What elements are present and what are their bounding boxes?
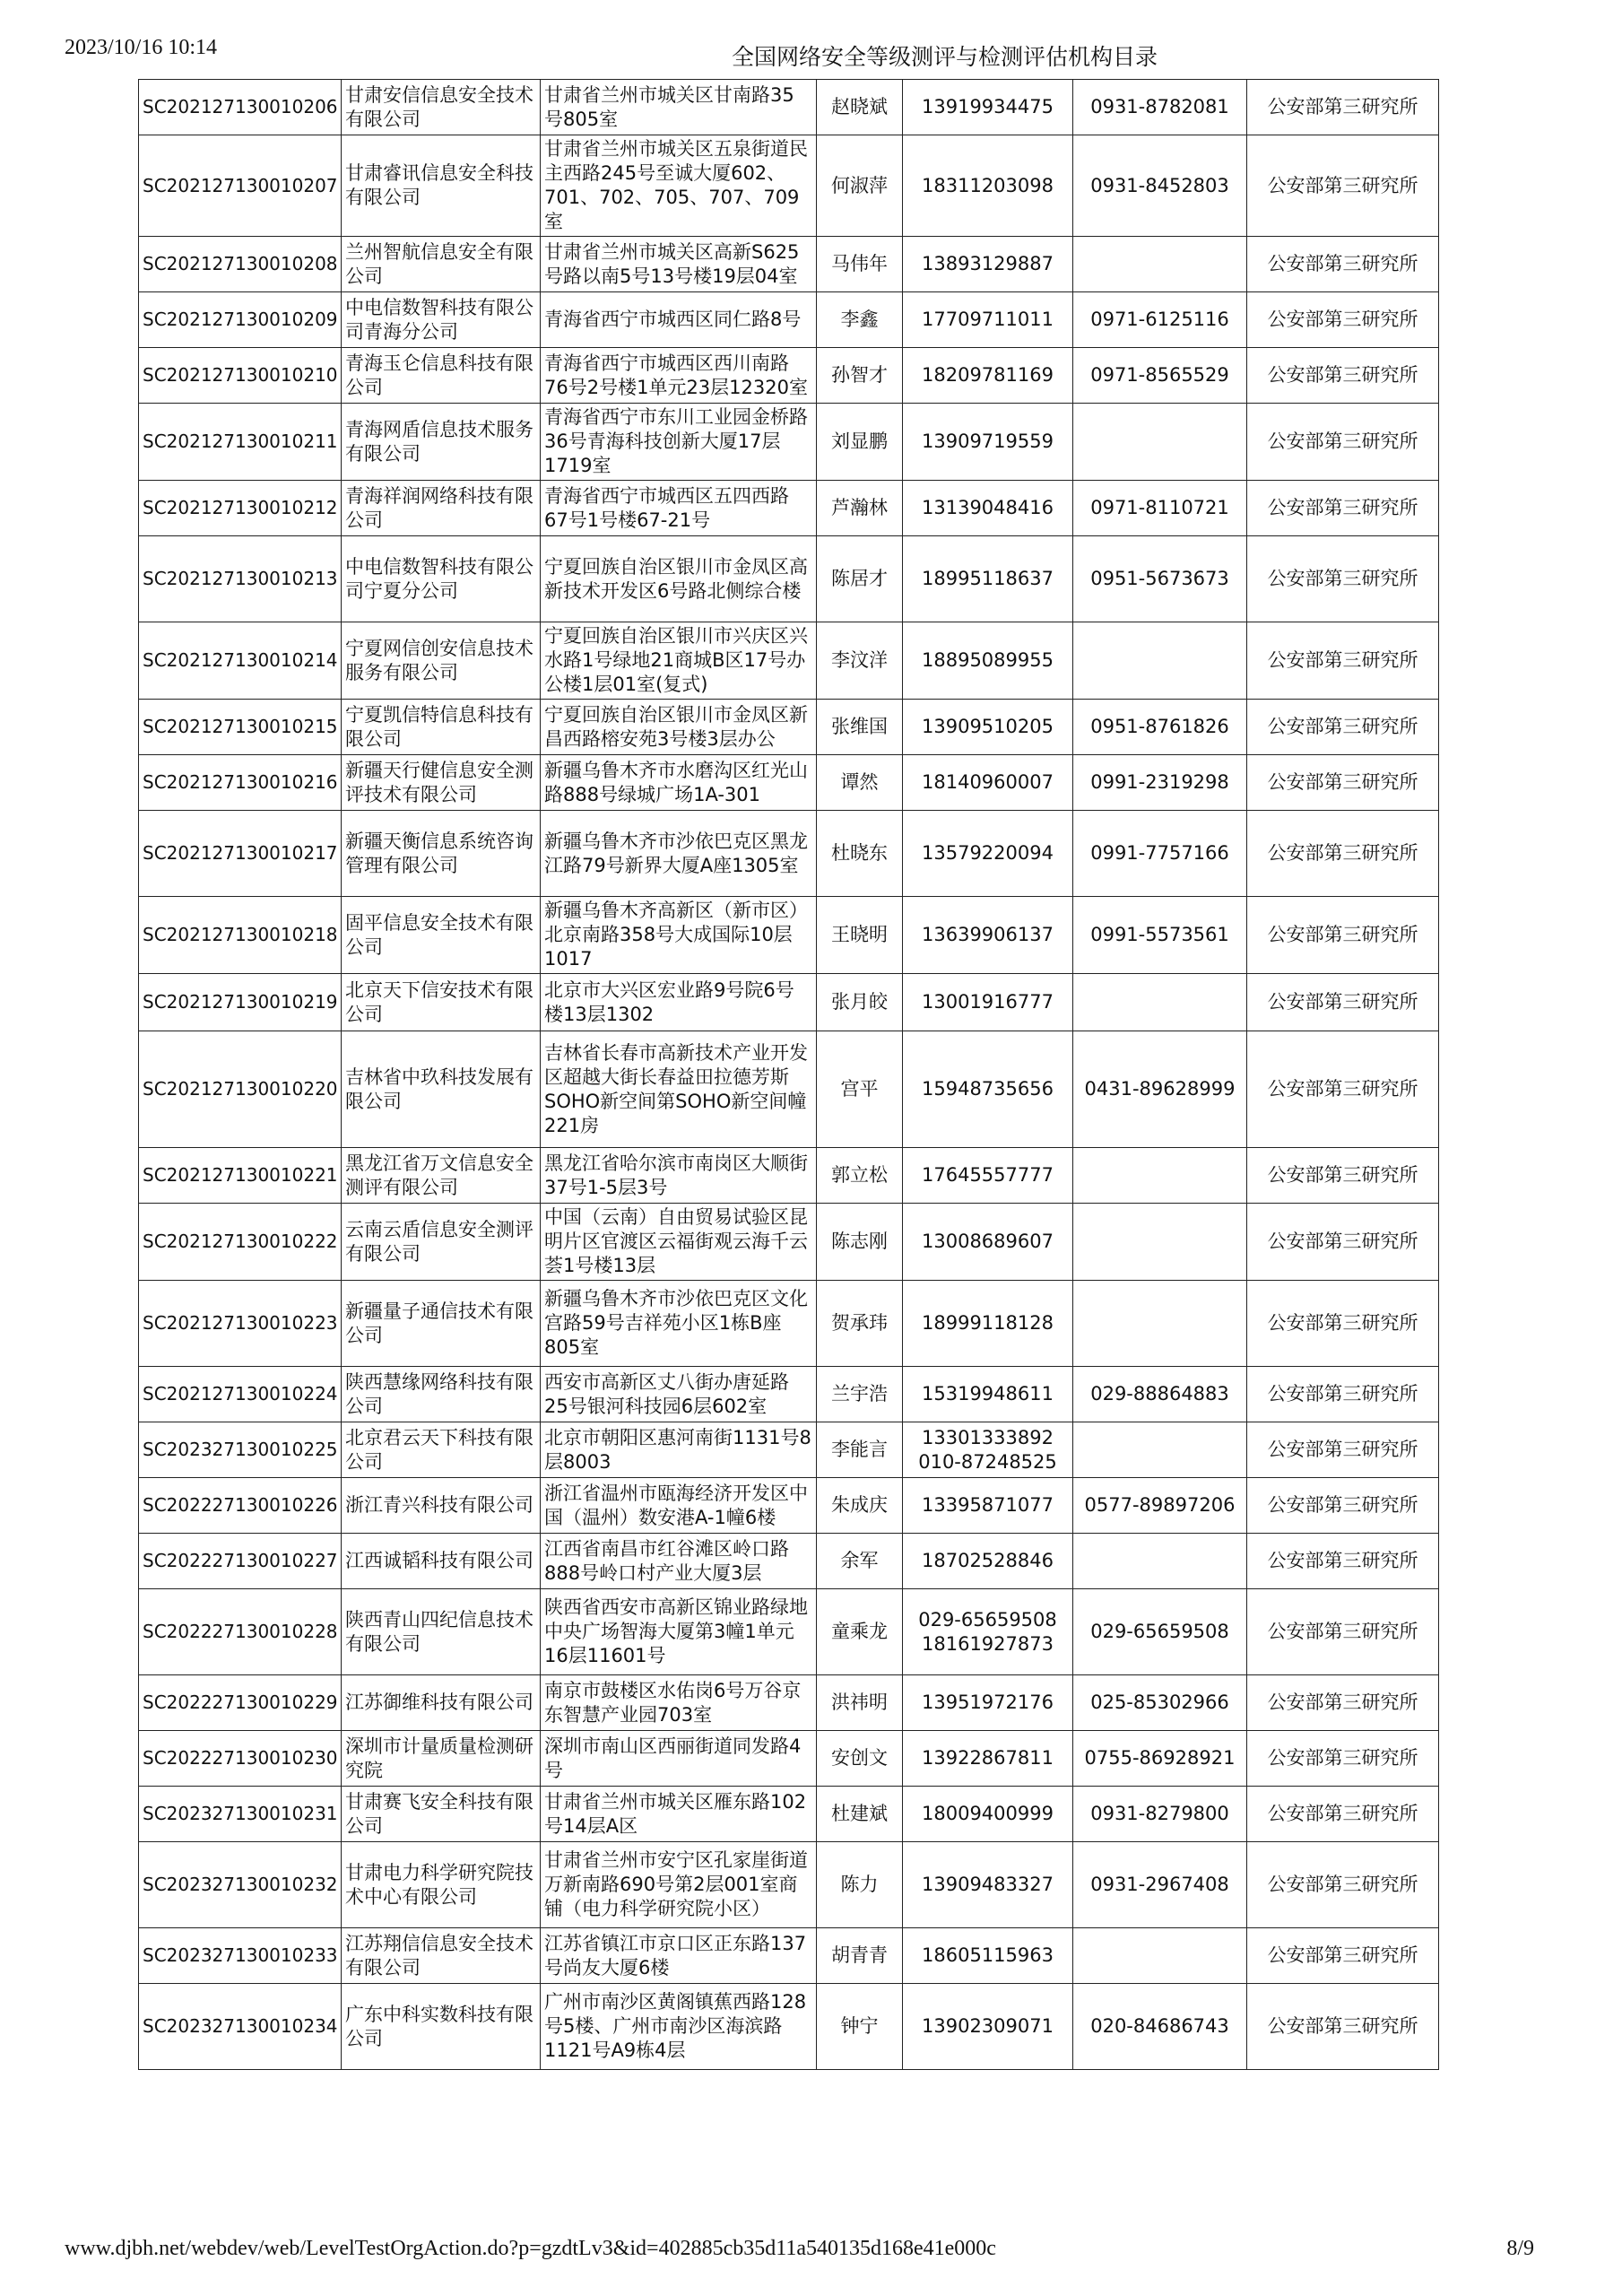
cell-registration-id: SC202327130010233 (139, 1928, 342, 1984)
cell-contact: 安创文 (817, 1731, 903, 1787)
page-title: 全国网络安全等级测评与检测评估机构目录 (732, 44, 1158, 70)
cell-address: 青海省西宁市东川工业园金桥路36号青海科技创新大厦17层1719室 (541, 404, 817, 481)
cell-address: 吉林省长春市高新技术产业开发区超越大街长春益田拉德芳斯SOHO新空间第SOHO新空间幢221房 (541, 1031, 817, 1148)
mobile-number: 18995118637 (922, 568, 1054, 589)
cell-authority: 公安部第三研究所 (1247, 1148, 1439, 1204)
cell-authority: 公安部第三研究所 (1247, 1478, 1439, 1534)
cell-telephone: 0991-7757166 (1073, 811, 1247, 897)
table-row (139, 80, 1439, 135)
table-row (139, 1204, 1439, 1281)
cell-telephone (1073, 1148, 1247, 1204)
table-row (139, 1589, 1439, 1675)
mobile-number: 13909510205 (922, 716, 1054, 737)
mobile-number: 13639906137 (922, 924, 1054, 945)
cell-address: 广州市南沙区黄阁镇蕉西路128号5楼、广州市南沙区海滨路1121号A9栋4层 (541, 1984, 817, 2070)
table-row (139, 897, 1439, 974)
cell-authority: 公安部第三研究所 (1247, 897, 1439, 974)
mobile-number: 18311203098 (922, 174, 1054, 196)
cell-mobile (903, 536, 1073, 622)
table-row (139, 1928, 1439, 1984)
cell-telephone: 0931-8279800 (1073, 1787, 1247, 1842)
cell-address: 南京市鼓楼区水佑岗6号万谷京东智慧产业园703室 (541, 1675, 817, 1731)
cell-mobile (903, 1589, 1073, 1675)
cell-mobile (903, 1984, 1073, 2070)
cell-contact: 陈力 (817, 1842, 903, 1928)
cell-authority: 公安部第三研究所 (1247, 536, 1439, 622)
cell-address: 新疆乌鲁木齐高新区（新市区）北京南路358号大成国际10层1017 (541, 897, 817, 974)
cell-contact: 陈志刚 (817, 1204, 903, 1281)
cell-mobile (903, 700, 1073, 755)
cell-company-name: 吉林省中玖科技发展有限公司 (342, 1031, 541, 1148)
cell-authority: 公安部第三研究所 (1247, 755, 1439, 811)
cell-mobile (903, 974, 1073, 1031)
header-datetime: 2023/10/16 10:14 (65, 36, 218, 59)
cell-authority: 公安部第三研究所 (1247, 237, 1439, 292)
table-row (139, 292, 1439, 348)
cell-telephone: 0971-6125116 (1073, 292, 1247, 348)
table-row (139, 1675, 1439, 1731)
cell-address: 宁夏回族自治区银川市金凤区新昌西路榕安苑3号楼3层办公 (541, 700, 817, 755)
cell-address: 新疆乌鲁木齐市沙依巴克区黑龙江路79号新界大厦A座1305室 (541, 811, 817, 897)
cell-authority: 公安部第三研究所 (1247, 700, 1439, 755)
table-row (139, 1148, 1439, 1204)
cell-company-name: 新疆天行健信息安全测评技术有限公司 (342, 755, 541, 811)
cell-contact: 张维国 (817, 700, 903, 755)
cell-authority: 公安部第三研究所 (1247, 1984, 1439, 2070)
cell-contact: 何淑萍 (817, 135, 903, 237)
cell-contact: 胡青青 (817, 1928, 903, 1984)
cell-contact: 贺承玮 (817, 1281, 903, 1367)
cell-authority: 公安部第三研究所 (1247, 1281, 1439, 1367)
cell-company-name: 青海祥润网络科技有限公司 (342, 481, 541, 536)
cell-address: 中国（云南）自由贸易试验区昆明片区官渡区云福街观云海千云荟1号楼13层 (541, 1204, 817, 1281)
cell-company-name: 兰州智航信息安全有限公司 (342, 237, 541, 292)
cell-company-name: 江苏翔信信息安全技术有限公司 (342, 1928, 541, 1984)
mobile-number: 18161927873 (922, 1632, 1054, 1655)
cell-authority: 公安部第三研究所 (1247, 135, 1439, 237)
cell-address: 甘肃省兰州市城关区高新S625号路以南5号13号楼19层04室 (541, 237, 817, 292)
table-row (139, 811, 1439, 897)
cell-company-name: 黑龙江省万文信息安全测评有限公司 (342, 1148, 541, 1204)
cell-address: 浙江省温州市瓯海经济开发区中国（温州）数安港A-1幢6楼 (541, 1478, 817, 1534)
cell-authority: 公安部第三研究所 (1247, 1731, 1439, 1787)
cell-mobile (903, 1422, 1073, 1478)
cell-mobile (903, 1204, 1073, 1281)
cell-authority: 公安部第三研究所 (1247, 1787, 1439, 1842)
mobile-number: 18009400999 (922, 1803, 1054, 1824)
cell-contact: 李汶洋 (817, 622, 903, 700)
mobile-number: 010-87248525 (918, 1450, 1057, 1473)
mobile-number: 13893129887 (922, 253, 1054, 274)
cell-company-name: 青海玉仑信息科技有限公司 (342, 348, 541, 404)
cell-telephone: 029-65659508 (1073, 1589, 1247, 1675)
cell-registration-id: SC202127130010213 (139, 536, 342, 622)
cell-registration-id: SC202227130010229 (139, 1675, 342, 1731)
cell-telephone (1073, 622, 1247, 700)
table-row (139, 622, 1439, 700)
cell-mobile (903, 80, 1073, 135)
cell-contact: 钟宁 (817, 1984, 903, 2070)
cell-mobile (903, 1281, 1073, 1367)
cell-mobile (903, 1478, 1073, 1534)
cell-registration-id: SC202127130010206 (139, 80, 342, 135)
cell-contact: 李鑫 (817, 292, 903, 348)
cell-registration-id: SC202127130010209 (139, 292, 342, 348)
cell-address: 陕西省西安市高新区锦业路绿地中央广场智海大厦第3幢1单元16层11601号 (541, 1589, 817, 1675)
cell-telephone (1073, 237, 1247, 292)
cell-address: 甘肃省兰州市城关区甘南路35号805室 (541, 80, 817, 135)
cell-registration-id: SC202127130010216 (139, 755, 342, 811)
cell-company-name: 中电信数智科技有限公司青海分公司 (342, 292, 541, 348)
cell-telephone: 0991-5573561 (1073, 897, 1247, 974)
table-row (139, 1731, 1439, 1787)
cell-company-name: 江苏御维科技有限公司 (342, 1675, 541, 1731)
cell-authority: 公安部第三研究所 (1247, 622, 1439, 700)
table-row (139, 481, 1439, 536)
cell-telephone (1073, 1422, 1247, 1478)
cell-contact: 谭然 (817, 755, 903, 811)
cell-company-name: 浙江青兴科技有限公司 (342, 1478, 541, 1534)
cell-registration-id: SC202127130010219 (139, 974, 342, 1031)
cell-company-name: 青海网盾信息技术服务有限公司 (342, 404, 541, 481)
cell-mobile (903, 755, 1073, 811)
footer-url: www.djbh.net/webdev/web/LevelTestOrgAction.do?p=gzdtLv3&id=402885cb35d11a540135d168e41e000c (65, 2237, 996, 2260)
cell-address: 黑龙江省哈尔滨市南岗区大顺街37号1-5层3号 (541, 1148, 817, 1204)
cell-company-name: 广东中科实数科技有限公司 (342, 1984, 541, 2070)
mobile-number: 18999118128 (922, 1312, 1054, 1334)
cell-telephone: 025-85302966 (1073, 1675, 1247, 1731)
cell-mobile (903, 348, 1073, 404)
cell-telephone (1073, 1534, 1247, 1589)
cell-contact: 刘显鹏 (817, 404, 903, 481)
cell-authority: 公安部第三研究所 (1247, 1534, 1439, 1589)
cell-authority: 公安部第三研究所 (1247, 1367, 1439, 1422)
cell-authority: 公安部第三研究所 (1247, 1928, 1439, 1984)
cell-registration-id: SC202327130010232 (139, 1842, 342, 1928)
cell-company-name: 云南云盾信息安全测评有限公司 (342, 1204, 541, 1281)
mobile-number: 13579220094 (922, 842, 1054, 864)
mobile-number: 13008689607 (922, 1231, 1054, 1252)
cell-registration-id: SC202127130010207 (139, 135, 342, 237)
cell-registration-id: SC202327130010231 (139, 1787, 342, 1842)
cell-telephone: 0951-8761826 (1073, 700, 1247, 755)
cell-registration-id: SC202127130010217 (139, 811, 342, 897)
table-row (139, 700, 1439, 755)
cell-telephone: 029-88864883 (1073, 1367, 1247, 1422)
cell-telephone: 0971-8110721 (1073, 481, 1247, 536)
mobile-number: 15319948611 (922, 1383, 1054, 1405)
cell-authority: 公安部第三研究所 (1247, 481, 1439, 536)
table-row (139, 237, 1439, 292)
cell-mobile (903, 237, 1073, 292)
cell-authority: 公安部第三研究所 (1247, 1589, 1439, 1675)
cell-authority: 公安部第三研究所 (1247, 974, 1439, 1031)
cell-authority: 公安部第三研究所 (1247, 80, 1439, 135)
cell-mobile (903, 622, 1073, 700)
table-row (139, 1367, 1439, 1422)
cell-address: 甘肃省兰州市安宁区孔家崖街道万新南路690号第2层001室商铺（电力科学研究院小区） (541, 1842, 817, 1928)
cell-company-name: 新疆量子通信技术有限公司 (342, 1281, 541, 1367)
cell-contact: 马伟年 (817, 237, 903, 292)
cell-contact: 兰宇浩 (817, 1367, 903, 1422)
cell-address: 甘肃省兰州市城关区五泉街道民主西路245号至诚大厦602、701、702、705、707、709室 (541, 135, 817, 237)
cell-registration-id: SC202227130010230 (139, 1731, 342, 1787)
cell-mobile (903, 1787, 1073, 1842)
mobile-number: 13951972176 (922, 1692, 1054, 1713)
cell-mobile (903, 1031, 1073, 1148)
cell-company-name: 北京君云天下科技有限公司 (342, 1422, 541, 1478)
cell-telephone: 0971-8565529 (1073, 348, 1247, 404)
mobile-number: 13902309071 (922, 2015, 1054, 2037)
cell-company-name: 陕西青山四纪信息技术有限公司 (342, 1589, 541, 1675)
cell-contact: 杜建斌 (817, 1787, 903, 1842)
table-row (139, 1478, 1439, 1534)
cell-authority: 公安部第三研究所 (1247, 1842, 1439, 1928)
cell-registration-id: SC202127130010222 (139, 1204, 342, 1281)
cell-mobile (903, 135, 1073, 237)
cell-address: 青海省西宁市城西区西川南路76号2号楼1单元23层12320室 (541, 348, 817, 404)
cell-contact: 王晓明 (817, 897, 903, 974)
mobile-number: 13139048416 (922, 497, 1054, 518)
cell-address: 深圳市南山区西丽街道同发路4号 (541, 1731, 817, 1787)
mobile-number: 18140960007 (922, 771, 1054, 793)
cell-address: 江苏省镇江市京口区正东路137号尚友大厦6楼 (541, 1928, 817, 1984)
cell-telephone: 0431-89628999 (1073, 1031, 1247, 1148)
cell-telephone: 0931-8782081 (1073, 80, 1247, 135)
cell-mobile (903, 1675, 1073, 1731)
cell-mobile (903, 1928, 1073, 1984)
cell-address: 甘肃省兰州市城关区雁东路102号14层A区 (541, 1787, 817, 1842)
cell-registration-id: SC202327130010225 (139, 1422, 342, 1478)
table-row (139, 1534, 1439, 1589)
mobile-number: 18895089955 (922, 649, 1054, 671)
cell-mobile (903, 481, 1073, 536)
cell-authority: 公安部第三研究所 (1247, 1204, 1439, 1281)
cell-company-name: 甘肃赛飞安全科技有限公司 (342, 1787, 541, 1842)
cell-company-name: 中电信数智科技有限公司宁夏分公司 (342, 536, 541, 622)
cell-mobile (903, 1842, 1073, 1928)
cell-contact: 芦瀚林 (817, 481, 903, 536)
cell-authority: 公安部第三研究所 (1247, 404, 1439, 481)
cell-registration-id: SC202127130010223 (139, 1281, 342, 1367)
cell-telephone: 0951-5673673 (1073, 536, 1247, 622)
cell-address: 青海省西宁市城西区五四西路67号1号楼67-21号 (541, 481, 817, 536)
cell-registration-id: SC202227130010228 (139, 1589, 342, 1675)
mobile-number: 13919934475 (922, 96, 1054, 117)
table-row (139, 1281, 1439, 1367)
cell-company-name: 江西诚韬科技有限公司 (342, 1534, 541, 1589)
org-table (138, 79, 1439, 2070)
cell-registration-id: SC202127130010224 (139, 1367, 342, 1422)
table-row (139, 1842, 1439, 1928)
table-row (139, 755, 1439, 811)
cell-mobile (903, 1148, 1073, 1204)
cell-telephone: 0577-89897206 (1073, 1478, 1247, 1534)
cell-telephone (1073, 1928, 1247, 1984)
cell-authority: 公安部第三研究所 (1247, 1031, 1439, 1148)
cell-mobile (903, 811, 1073, 897)
cell-registration-id: SC202127130010220 (139, 1031, 342, 1148)
cell-contact: 郭立松 (817, 1148, 903, 1204)
cell-company-name: 甘肃睿讯信息安全科技有限公司 (342, 135, 541, 237)
table-row (139, 1422, 1439, 1478)
table-row (139, 974, 1439, 1031)
mobile-number: 18209781169 (922, 364, 1054, 386)
table-row (139, 536, 1439, 622)
cell-mobile (903, 292, 1073, 348)
mobile-number: 18605115963 (922, 1944, 1054, 1966)
cell-company-name: 新疆天衡信息系统咨询管理有限公司 (342, 811, 541, 897)
cell-contact: 李能言 (817, 1422, 903, 1478)
cell-registration-id: SC202227130010226 (139, 1478, 342, 1534)
mobile-number: 029-65659508 (918, 1608, 1057, 1631)
cell-address: 新疆乌鲁木齐市水磨沟区红光山路888号绿城广场1A-301 (541, 755, 817, 811)
cell-contact: 童乘龙 (817, 1589, 903, 1675)
cell-address: 西安市高新区丈八街办唐延路25号银河科技园6层602室 (541, 1367, 817, 1422)
table-row (139, 1031, 1439, 1148)
table-row (139, 348, 1439, 404)
cell-contact: 余军 (817, 1534, 903, 1589)
mobile-number: 13301333892 (922, 1426, 1054, 1448)
cell-contact: 张月皎 (817, 974, 903, 1031)
cell-telephone: 0755-86928921 (1073, 1731, 1247, 1787)
table-row (139, 1787, 1439, 1842)
cell-authority: 公安部第三研究所 (1247, 1422, 1439, 1478)
cell-address: 新疆乌鲁木齐市沙依巴克区文化宫路59号吉祥苑小区1栋B座805室 (541, 1281, 817, 1367)
cell-contact: 孙智才 (817, 348, 903, 404)
mobile-number: 13909483327 (922, 1874, 1054, 1895)
cell-telephone (1073, 1204, 1247, 1281)
mobile-number: 13922867811 (922, 1747, 1054, 1769)
cell-company-name: 固平信息安全技术有限公司 (342, 897, 541, 974)
cell-telephone (1073, 1281, 1247, 1367)
cell-registration-id: SC202327130010234 (139, 1984, 342, 2070)
cell-telephone (1073, 974, 1247, 1031)
page-number: 8/9 (1506, 2237, 1534, 2260)
mobile-number: 18702528846 (922, 1550, 1054, 1571)
cell-registration-id: SC202127130010212 (139, 481, 342, 536)
cell-registration-id: SC202127130010215 (139, 700, 342, 755)
mobile-number: 13395871077 (922, 1494, 1054, 1516)
cell-address: 宁夏回族自治区银川市金凤区高新技术开发区6号路北侧综合楼 (541, 536, 817, 622)
cell-telephone (1073, 404, 1247, 481)
cell-telephone: 0931-2967408 (1073, 1842, 1247, 1928)
cell-telephone: 0931-8452803 (1073, 135, 1247, 237)
cell-contact: 洪祎明 (817, 1675, 903, 1731)
cell-mobile (903, 897, 1073, 974)
cell-mobile (903, 404, 1073, 481)
cell-address: 宁夏回族自治区银川市兴庆区兴水路1号绿地21商城B区17号办公楼1层01室(复式) (541, 622, 817, 700)
cell-authority: 公安部第三研究所 (1247, 811, 1439, 897)
mobile-number: 13001916777 (922, 991, 1054, 1013)
cell-registration-id: SC202127130010208 (139, 237, 342, 292)
cell-company-name: 北京天下信安技术有限公司 (342, 974, 541, 1031)
cell-registration-id: SC202127130010221 (139, 1148, 342, 1204)
cell-registration-id: SC202127130010218 (139, 897, 342, 974)
cell-company-name: 甘肃安信信息安全技术有限公司 (342, 80, 541, 135)
cell-contact: 朱成庆 (817, 1478, 903, 1534)
cell-mobile (903, 1367, 1073, 1422)
mobile-number: 15948735656 (922, 1078, 1054, 1100)
table-row (139, 404, 1439, 481)
cell-company-name: 宁夏网信创安信息技术服务有限公司 (342, 622, 541, 700)
cell-registration-id: SC202127130010211 (139, 404, 342, 481)
cell-contact: 赵晓斌 (817, 80, 903, 135)
cell-registration-id: SC202227130010227 (139, 1534, 342, 1589)
table-row (139, 135, 1439, 237)
cell-telephone: 020-84686743 (1073, 1984, 1247, 2070)
cell-mobile (903, 1731, 1073, 1787)
cell-company-name: 甘肃电力科学研究院技术中心有限公司 (342, 1842, 541, 1928)
cell-company-name: 深圳市计量质量检测研究院 (342, 1731, 541, 1787)
cell-address: 北京市朝阳区惠河南街1131号8层8003 (541, 1422, 817, 1478)
cell-authority: 公安部第三研究所 (1247, 1675, 1439, 1731)
mobile-number: 17709711011 (922, 309, 1054, 330)
cell-address: 青海省西宁市城西区同仁路8号 (541, 292, 817, 348)
cell-address: 北京市大兴区宏业路9号院6号楼13层1302 (541, 974, 817, 1031)
cell-contact: 陈居才 (817, 536, 903, 622)
cell-mobile (903, 1534, 1073, 1589)
cell-address: 江西省南昌市红谷滩区岭口路888号岭口村产业大厦3层 (541, 1534, 817, 1589)
cell-company-name: 宁夏凯信特信息科技有限公司 (342, 700, 541, 755)
cell-authority: 公安部第三研究所 (1247, 348, 1439, 404)
cell-contact: 宫平 (817, 1031, 903, 1148)
cell-company-name: 陕西慧缘网络科技有限公司 (342, 1367, 541, 1422)
cell-registration-id: SC202127130010210 (139, 348, 342, 404)
cell-contact: 杜晓东 (817, 811, 903, 897)
mobile-number: 13909719559 (922, 430, 1054, 452)
cell-registration-id: SC202127130010214 (139, 622, 342, 700)
cell-authority: 公安部第三研究所 (1247, 292, 1439, 348)
table-row (139, 1984, 1439, 2070)
mobile-number: 17645557777 (922, 1164, 1054, 1186)
cell-telephone: 0991-2319298 (1073, 755, 1247, 811)
